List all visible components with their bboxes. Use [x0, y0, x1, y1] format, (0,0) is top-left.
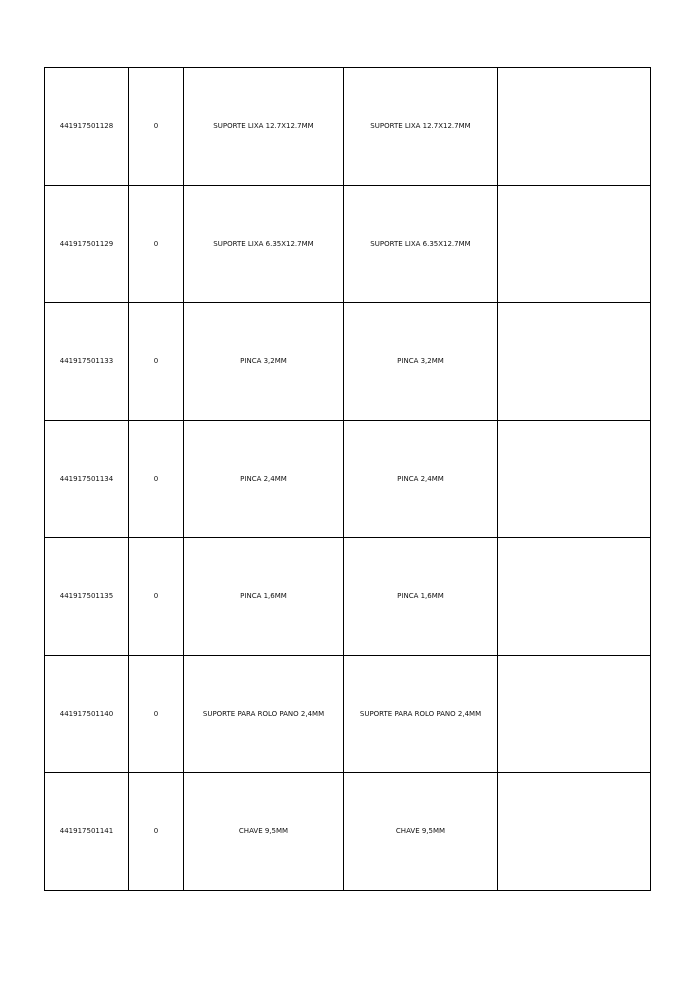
table-row	[45, 420, 651, 538]
table-row	[45, 303, 651, 421]
empty-cell	[498, 303, 651, 421]
description-alt-cell: PINCA 3,2MM	[344, 303, 498, 421]
empty-cell	[498, 68, 651, 186]
description-alt-cell: SUPORTE LIXA 12.7X12.7MM	[344, 68, 498, 186]
description-cell: CHAVE 9,5MM	[184, 773, 344, 891]
description-alt-cell: SUPORTE LIXA 6.35X12.7MM	[344, 185, 498, 303]
table-row	[45, 68, 651, 186]
description-alt-cell: CHAVE 9,5MM	[344, 773, 498, 891]
empty-cell	[498, 655, 651, 773]
part-code-cell: 441917501135	[45, 538, 129, 656]
part-code-cell: 441917501133	[45, 303, 129, 421]
quantity-cell: 0	[129, 773, 184, 891]
quantity-cell: 0	[129, 420, 184, 538]
empty-cell	[498, 773, 651, 891]
quantity-cell: 0	[129, 68, 184, 186]
description-cell: PINCA 2,4MM	[184, 420, 344, 538]
description-cell: SUPORTE LIXA 12.7X12.7MM	[184, 68, 344, 186]
description-cell: SUPORTE PARA ROLO PANO 2,4MM	[184, 655, 344, 773]
quantity-cell: 0	[129, 185, 184, 303]
description-alt-cell: PINCA 1,6MM	[344, 538, 498, 656]
table-row	[45, 185, 651, 303]
parts-table	[44, 67, 651, 891]
description-alt-cell: SUPORTE PARA ROLO PANO 2,4MM	[344, 655, 498, 773]
quantity-cell: 0	[129, 303, 184, 421]
quantity-cell: 0	[129, 655, 184, 773]
table-row	[45, 538, 651, 656]
description-cell: SUPORTE LIXA 6.35X12.7MM	[184, 185, 344, 303]
part-code-cell: 441917501140	[45, 655, 129, 773]
empty-cell	[498, 420, 651, 538]
table-row	[45, 655, 651, 773]
part-code-cell: 441917501134	[45, 420, 129, 538]
part-code-cell: 441917501128	[45, 68, 129, 186]
quantity-cell: 0	[129, 538, 184, 656]
empty-cell	[498, 538, 651, 656]
description-cell: PINCA 3,2MM	[184, 303, 344, 421]
description-alt-cell: PINCA 2,4MM	[344, 420, 498, 538]
description-cell: PINCA 1,6MM	[184, 538, 344, 656]
part-code-cell: 441917501141	[45, 773, 129, 891]
table-row	[45, 773, 651, 891]
empty-cell	[498, 185, 651, 303]
part-code-cell: 441917501129	[45, 185, 129, 303]
